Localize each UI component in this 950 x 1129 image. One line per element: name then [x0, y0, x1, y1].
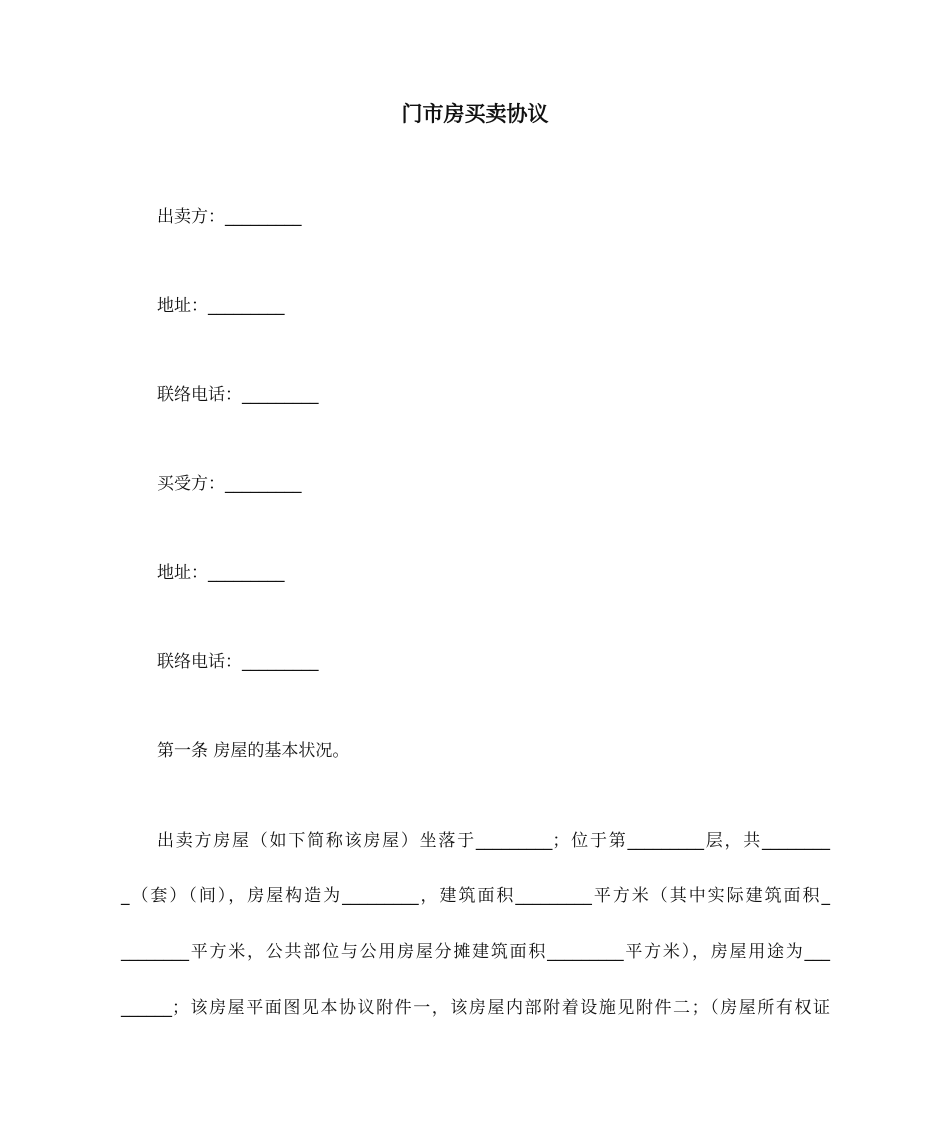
body-line: _（套）（间），房屋构造为_________，建筑面积_________平方米（其中实际建筑面积_ [121, 886, 830, 906]
body-line: ________平方米，公共部位与公用房屋分摊建筑面积_________平方米），房屋用途为___ [121, 942, 830, 962]
body-line: ______；该房屋平面图见本协议附件一，该房屋内部附着设施见附件二；（房屋所有权证 [121, 998, 830, 1018]
body-line: 出卖方房屋（如下简称该房屋）坐落于_________；位于第_________层，共________ [157, 831, 830, 851]
section-heading: 第一条 房屋的基本状况。 [157, 741, 350, 761]
seller-phone-field: 联络电话：_________ [157, 385, 319, 405]
document-title: 门市房买卖协议 [401, 102, 549, 126]
seller-address-field: 地址：_________ [157, 296, 285, 316]
seller-name-field: 出卖方：_________ [157, 207, 302, 227]
buyer-name-field: 买受方：_________ [157, 474, 302, 494]
buyer-address-field: 地址：_________ [157, 563, 285, 583]
buyer-phone-field: 联络电话：_________ [157, 652, 319, 672]
